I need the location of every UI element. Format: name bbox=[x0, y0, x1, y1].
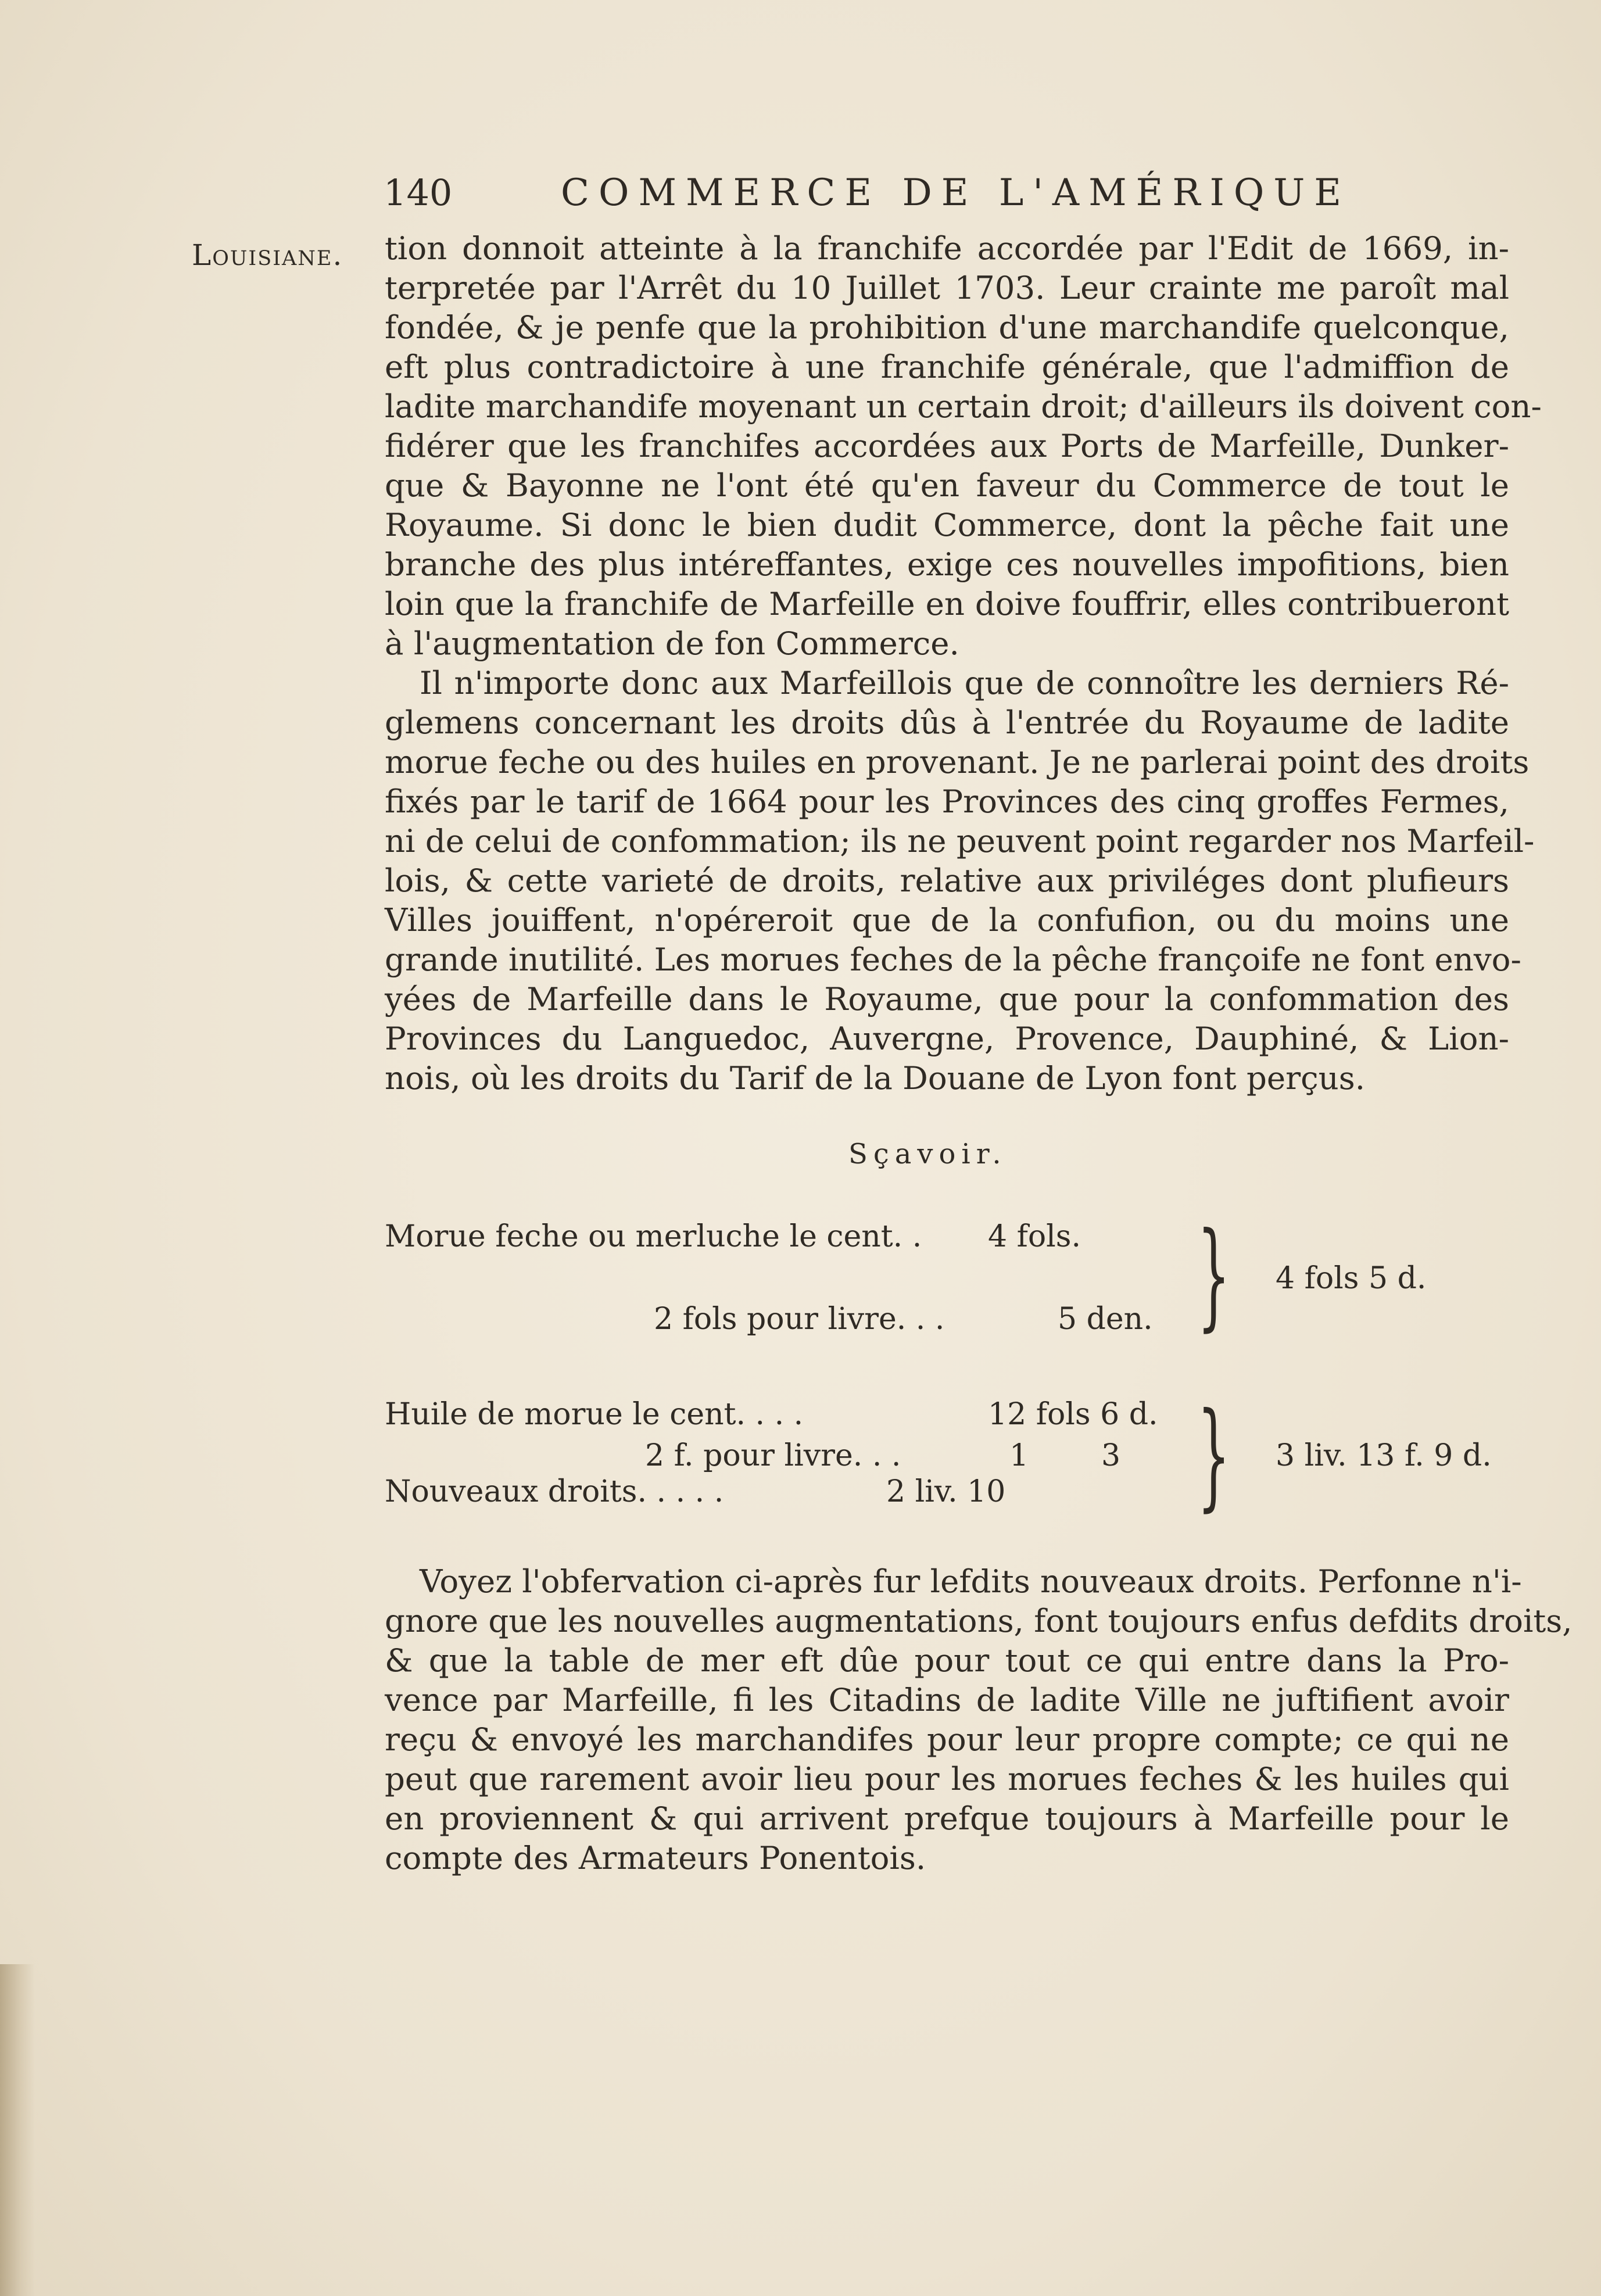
table-total: 3 liv. 13 f. 9 d. bbox=[1276, 1438, 1492, 1473]
page-number: 140 bbox=[384, 171, 453, 214]
table-row-value: 3 bbox=[1101, 1438, 1121, 1473]
text-line: Provinces du Languedoc, Auvergne, Provence, Dauphiné, & Lion- bbox=[385, 1020, 1509, 1057]
text-line: lois, & cette varieté de droits, relative aux priviléges dont plufieurs bbox=[385, 862, 1509, 899]
table-total: 4 fols 5 d. bbox=[1276, 1261, 1427, 1296]
text-line: vence par Marfeille, fi les Citadins de ladite Ville ne juftifient avoir bbox=[385, 1681, 1509, 1718]
text-line: branche des plus intéreffantes, exige ces nouvelles impofitions, bien bbox=[385, 546, 1509, 583]
brace-icon: } bbox=[1197, 1208, 1231, 1343]
text-line: compte des Armateurs Ponentois. bbox=[385, 1839, 926, 1876]
text-line: Royaume. Si donc le bien dudit Commerce, dont la pêche fait une bbox=[385, 506, 1509, 543]
text-line: yées de Marfeille dans le Royaume, que pour la confommation des bbox=[385, 980, 1509, 1018]
paragraph-2 bbox=[385, 663, 1535, 1098]
text-line: glemens concernant les droits dûs à l'entrée du Royaume de ladite bbox=[385, 704, 1509, 741]
table-row-value: 12 fols 6 d. bbox=[988, 1397, 1158, 1432]
text-line: à l'augmentation de fon Commerce. bbox=[385, 625, 959, 662]
running-title: COMMERCE DE L'AMÉRIQUE bbox=[561, 171, 1351, 214]
table-row-label: Huile de morue le cent. . . . bbox=[385, 1397, 804, 1432]
text-line: ni de celui de confommation; ils ne peuvent point regarder nos Marfeil- bbox=[385, 822, 1535, 859]
table-row-label: 2 f. pour livre. . . bbox=[645, 1438, 901, 1473]
table-row-value: 2 liv. 10 bbox=[886, 1474, 1006, 1509]
table-row-label: Morue feche ou merluche le cent. . bbox=[385, 1219, 922, 1254]
text-line: fondée, & je penfe que la prohibition d'une marchandife quelconque, bbox=[385, 309, 1509, 346]
text-line: loin que la franchife de Marfeille en doive fouffrir, elles contribueront bbox=[385, 585, 1509, 622]
table-row-value: 1 bbox=[1009, 1438, 1029, 1473]
text-line: nois, où les droits du Tarif de la Douane de Lyon font perçus. bbox=[385, 1059, 1366, 1097]
text-line: gnore que les nouvelles augmentations, font toujours enfus defdits droits, bbox=[385, 1602, 1573, 1639]
section-title: Sçavoir. bbox=[848, 1138, 1007, 1170]
table-row-label: Nouveaux droits. . . . . bbox=[385, 1474, 724, 1509]
text-line: en proviennent & qui arrivent prefque toujours à Marfeille pour le bbox=[385, 1800, 1509, 1837]
text-line: ladite marchandife moyenant un certain droit; d'ailleurs ils doivent con- bbox=[385, 388, 1542, 425]
table-row-value: 5 den. bbox=[1058, 1302, 1153, 1337]
paragraph-1 bbox=[385, 228, 1542, 663]
text-line: peut que rarement avoir lieu pour les morues feches & les huiles qui bbox=[385, 1760, 1509, 1797]
brace-icon: } bbox=[1197, 1388, 1231, 1523]
table-row-value: 4 fols. bbox=[988, 1219, 1081, 1254]
text-line: tion donnoit atteinte à la franchife accordée par l'Edit de 1669, in- bbox=[385, 230, 1509, 267]
text-line: Il n'importe donc aux Marfeillois que de connoître les derniers Ré- bbox=[420, 664, 1509, 701]
text-line: reçu & envoyé les marchandifes pour leur propre compte; ce qui ne bbox=[385, 1721, 1509, 1758]
text-line: & que la table de mer eft dûe pour tout ce qui entre dans la Pro- bbox=[385, 1642, 1509, 1679]
text-line: fixés par le tarif de 1664 pour les Provinces des cinq groffes Fermes, bbox=[385, 783, 1509, 820]
text-line: que & Bayonne ne l'ont été qu'en faveur du Commerce de tout le bbox=[385, 467, 1509, 504]
margin-note: Louisiane. bbox=[192, 238, 343, 272]
text-line: morue feche ou des huiles en provenant. Je ne parlerai point des droits bbox=[385, 743, 1530, 780]
paragraph-3 bbox=[385, 1561, 1573, 1878]
text-line: grande inutilité. Les morues feches de la pêche françoife ne font envo- bbox=[385, 941, 1521, 978]
text-line: Villes jouiffent, n'opéreroit que de la confufion, ou du moins une bbox=[385, 901, 1509, 939]
text-line: Voyez l'obfervation ci-après fur lefdits nouveaux droits. Perfonne n'i- bbox=[420, 1563, 1522, 1600]
text-line: eft plus contradictoire à une franchife générale, que l'admiffion de bbox=[385, 348, 1509, 385]
text-line: terpretée par l'Arrêt du 10 Juillet 1703. Leur crainte me paroît mal bbox=[385, 269, 1509, 306]
table-row-label: 2 fols pour livre. . . bbox=[654, 1302, 945, 1337]
text-line: fidérer que les franchifes accordées aux Ports de Marfeille, Dunker- bbox=[385, 427, 1509, 464]
binding-gutter bbox=[0, 1964, 35, 2296]
